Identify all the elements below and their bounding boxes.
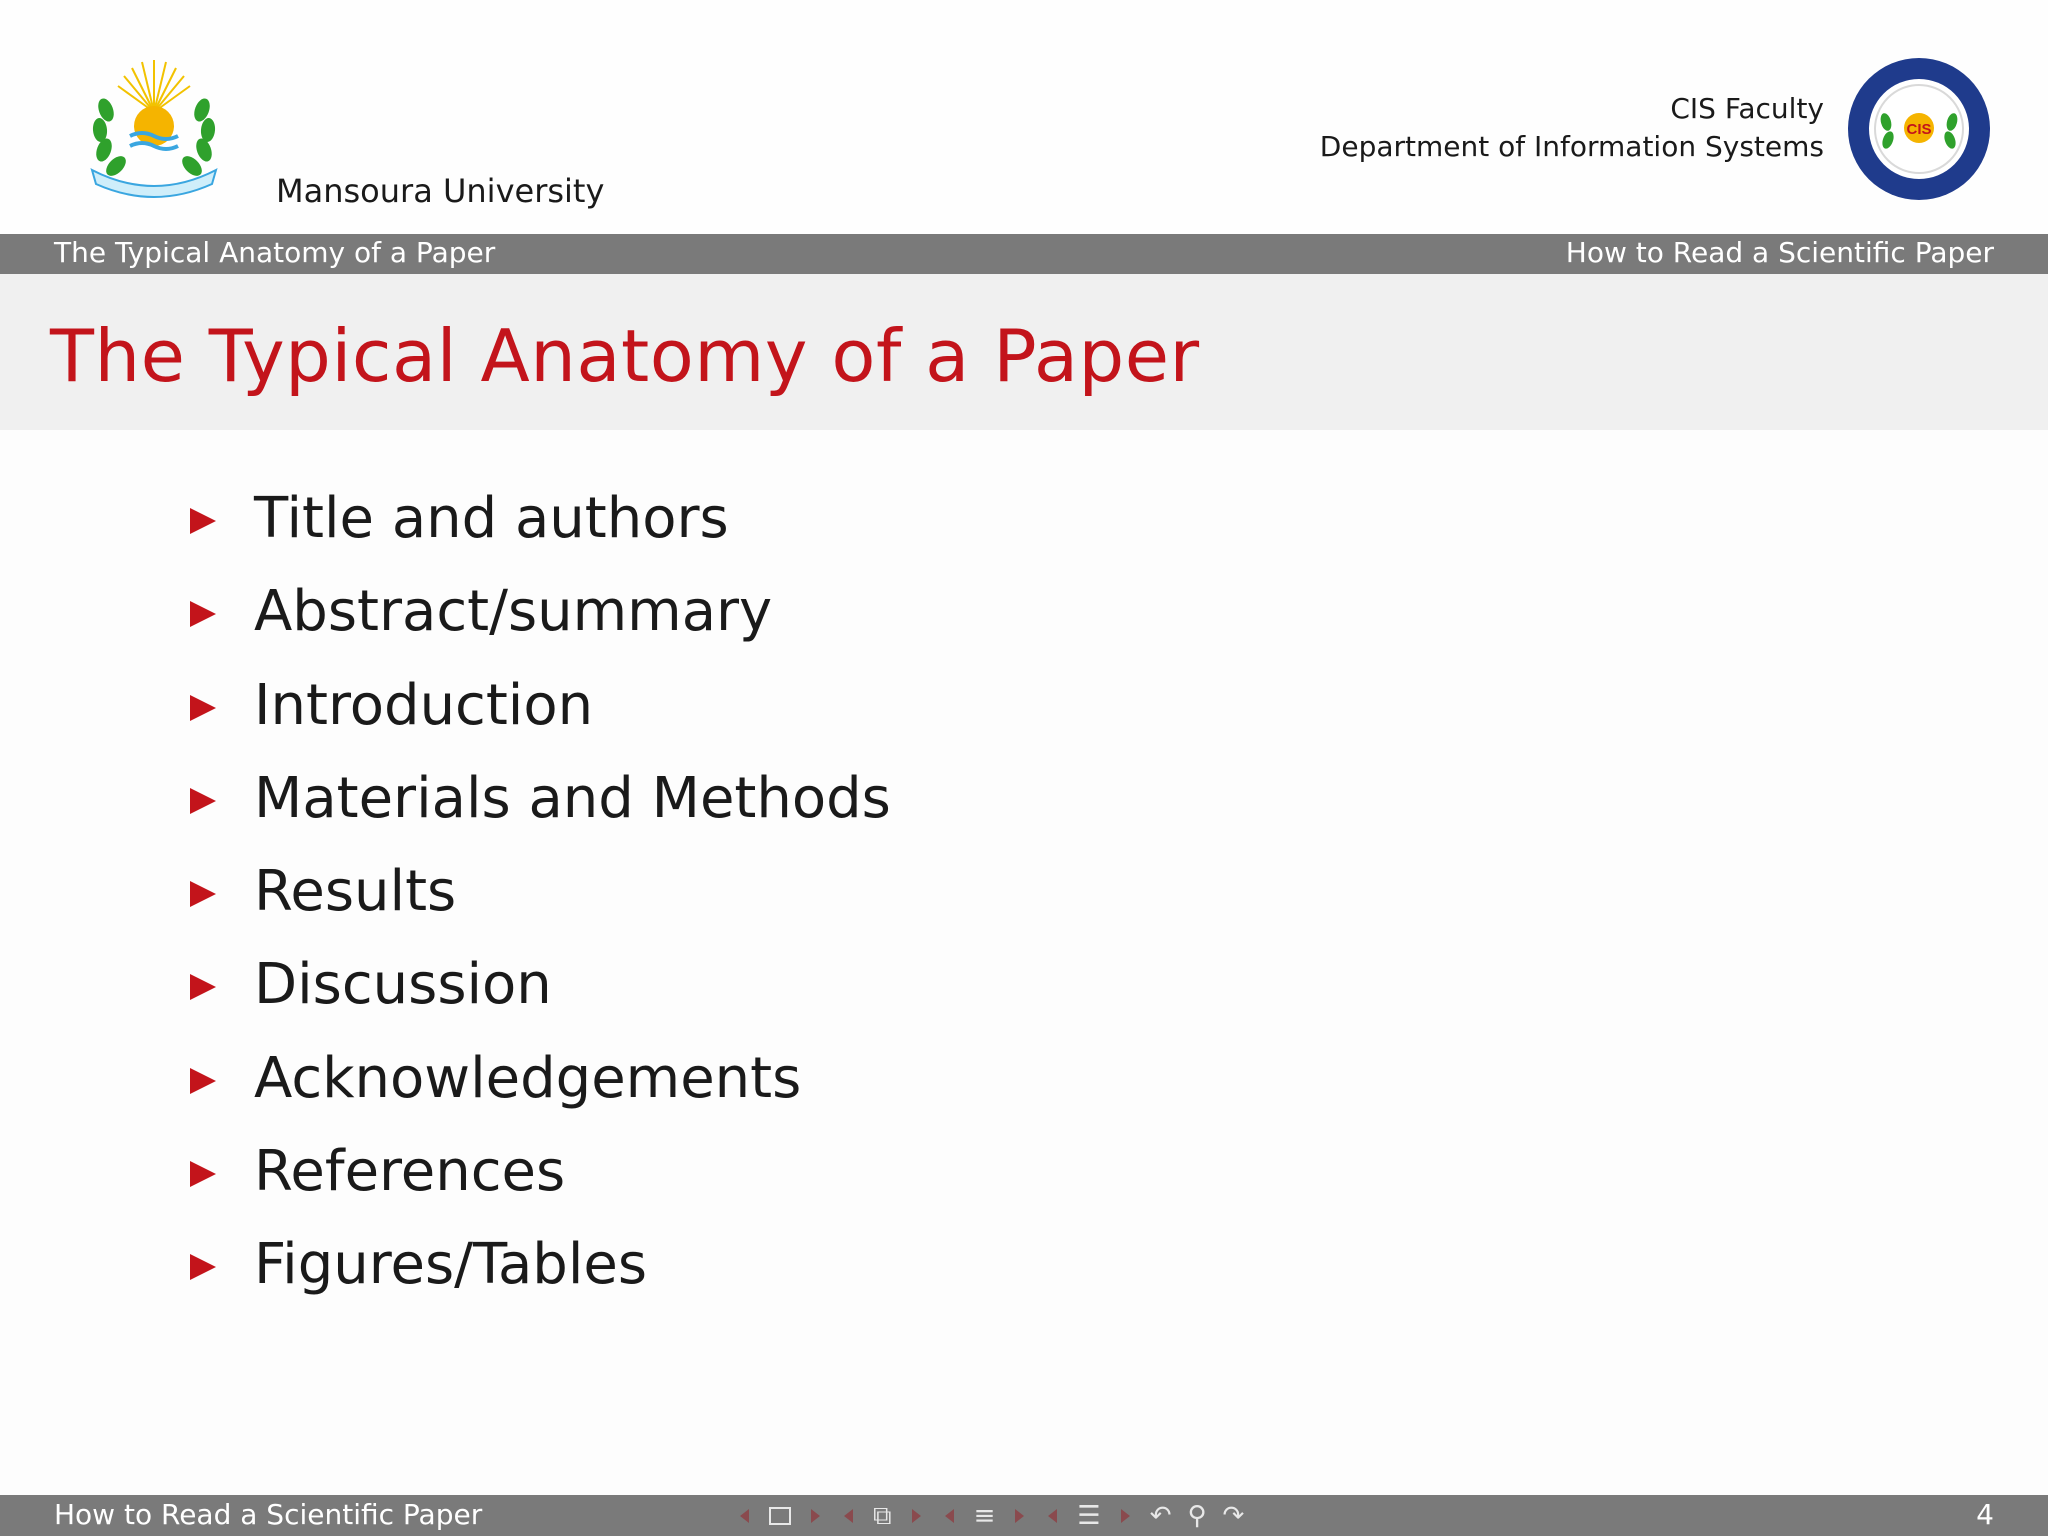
svg-text:CIS: CIS	[1906, 121, 1932, 138]
triangle-bullet-icon	[190, 508, 216, 534]
triangle-bullet-icon	[190, 881, 216, 907]
mansoura-university-seal-icon	[84, 54, 224, 202]
beamer-navigation-controls	[730, 1501, 1250, 1531]
triangle-bullet-icon	[190, 1254, 216, 1280]
triangle-bullet-icon	[190, 974, 216, 1000]
forward-icon[interactable]: ↷	[1222, 1501, 1245, 1531]
prev-slide-arrow-icon[interactable]	[740, 1509, 749, 1523]
list-item-text: Materials and Methods	[254, 765, 891, 831]
top-navigation-bar	[0, 234, 2048, 274]
list-item-text: Figures/Tables	[254, 1232, 648, 1298]
triangle-bullet-icon	[190, 695, 216, 721]
next-frame-arrow-icon[interactable]	[912, 1509, 921, 1523]
prev-section-arrow-icon[interactable]	[1048, 1509, 1057, 1523]
next-slide-arrow-icon[interactable]	[811, 1509, 820, 1523]
section-title[interactable]: The Typical Anatomy of a Paper	[54, 236, 496, 269]
presentation-title[interactable]: How to Read a Scientific Paper	[1565, 236, 1994, 269]
slide-header	[0, 0, 2048, 234]
slide-title: The Typical Anatomy of a Paper	[50, 314, 1200, 398]
slide-content	[0, 430, 2048, 1495]
footer-presentation-title[interactable]: How to Read a Scientific Paper	[54, 1498, 483, 1531]
prev-frame-arrow-icon[interactable]	[844, 1509, 853, 1523]
search-icon[interactable]: ⚲	[1187, 1501, 1207, 1531]
prev-subsection-arrow-icon[interactable]	[945, 1509, 954, 1523]
list-item-text: Abstract/summary	[254, 579, 773, 645]
department-name: Department of Information Systems	[1319, 130, 1824, 163]
section-icon[interactable]: ☰	[1077, 1501, 1101, 1531]
list-item-text: Results	[254, 859, 457, 925]
triangle-bullet-icon	[190, 601, 216, 627]
triangle-bullet-icon	[190, 1068, 216, 1094]
faculty-name: CIS Faculty	[1670, 92, 1824, 125]
list-item-text: Discussion	[254, 952, 552, 1018]
slide-icon[interactable]	[769, 1507, 791, 1525]
list-item-text: Acknowledgements	[254, 1045, 802, 1111]
next-section-arrow-icon[interactable]	[1121, 1509, 1130, 1523]
university-name: Mansoura University	[276, 172, 605, 210]
frame-icon[interactable]: ⧉	[873, 1501, 892, 1531]
list-item-text: Title and authors	[254, 486, 729, 551]
list-item-text: Introduction	[254, 672, 594, 738]
triangle-bullet-icon	[190, 788, 216, 814]
triangle-bullet-icon	[190, 1161, 216, 1187]
frame-title-band	[0, 274, 2048, 430]
back-icon[interactable]: ↶	[1149, 1501, 1172, 1531]
page-number: 4	[1976, 1498, 1994, 1531]
list-item-text: References	[254, 1139, 566, 1205]
cis-faculty-seal-icon	[1846, 56, 1992, 202]
footer-bar	[0, 1495, 2048, 1536]
faculty-block	[1320, 90, 1824, 166]
subsection-icon[interactable]: ≡	[973, 1501, 996, 1531]
next-subsection-arrow-icon[interactable]	[1015, 1509, 1024, 1523]
